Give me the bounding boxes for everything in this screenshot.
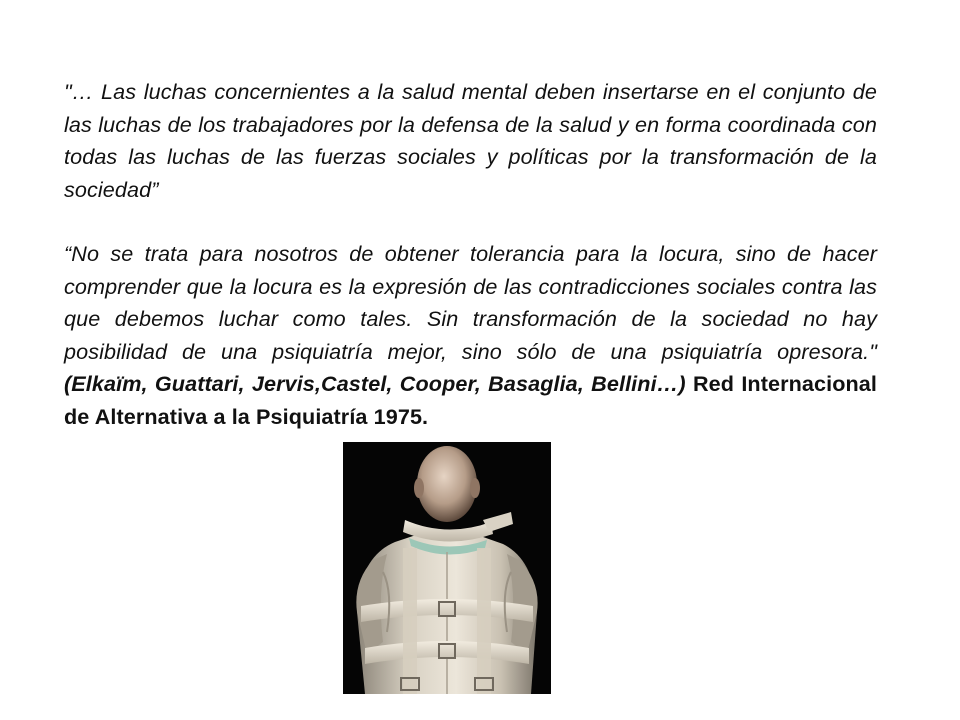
attribution-authors: (Elkaïm, Guattari, Jervis,Castel, Cooper, Basaglia, Bellini…) bbox=[64, 371, 686, 396]
straitjacket-photo bbox=[343, 442, 551, 694]
attribution-source: Red Internacional de Alternativa a la Psiquiatría 1975. bbox=[64, 371, 878, 429]
quote-text-block bbox=[64, 76, 877, 433]
quote-2-text: “No se trata para nosotros de obtener tolerancia para la locura, sino de hacer comprender que la locura es la expresión de las contradicciones sociales contra las que debemos luchar como tales. Sin transformación de la sociedad no hay posibilidad de una psiquiatría mejor, sino sólo de una psiquiatría opresora." bbox=[64, 241, 877, 364]
quote-paragraph-1: "… Las luchas concernientes a la salud mental deben insertarse en el conjunto de las luchas de los trabajadores por la defensa de la salud y en forma coordinada con todas las luchas de las fuerzas sociales y políticas por la transformación de la sociedad” bbox=[64, 79, 877, 202]
quote-paragraph-2 bbox=[64, 238, 877, 433]
